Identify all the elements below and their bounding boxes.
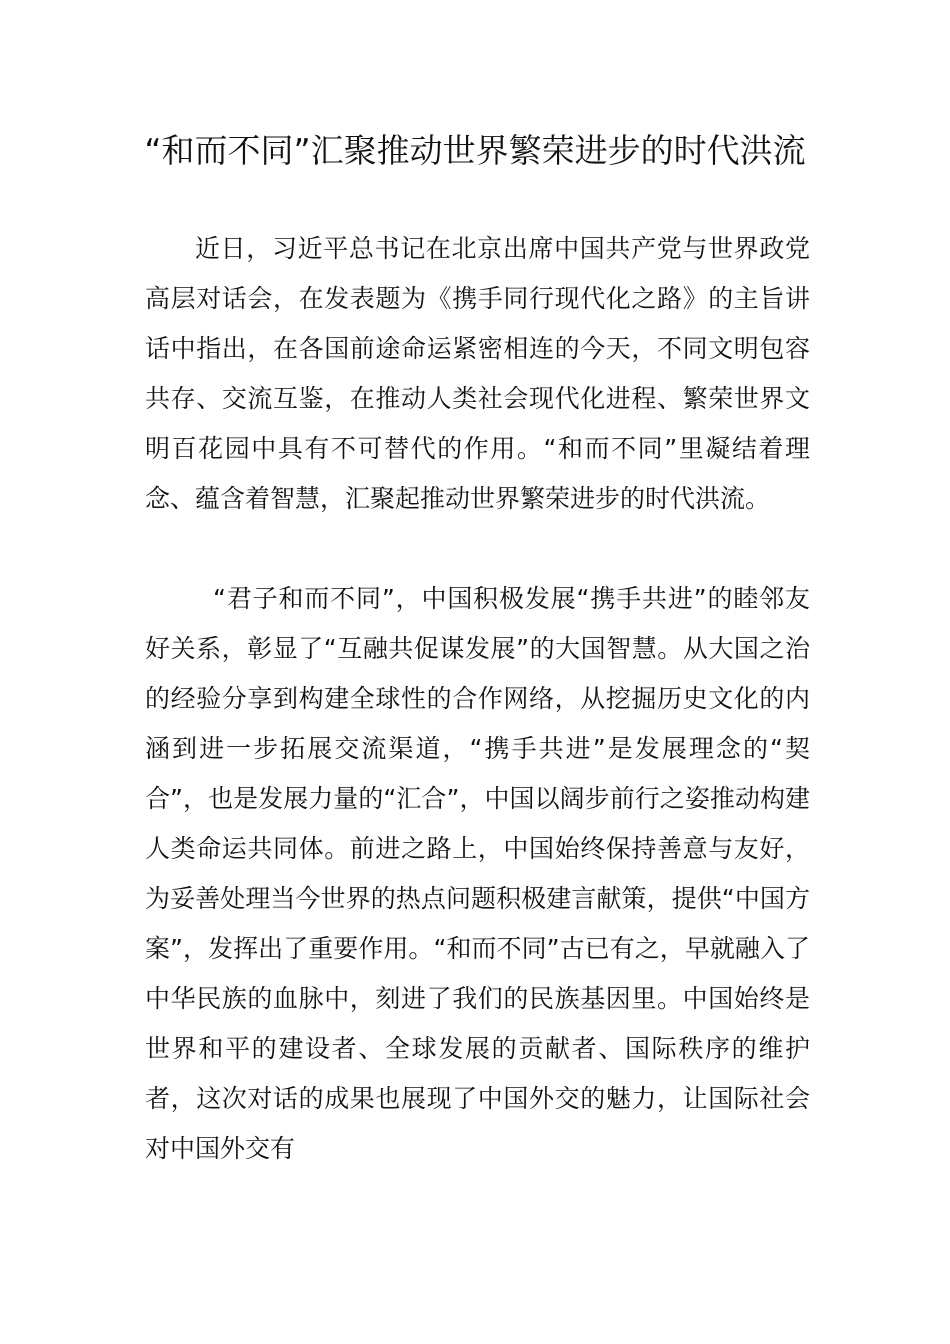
page-title: “和而不同”汇聚推动世界繁荣进步的时代洪流 — [144, 131, 806, 170]
article-body — [145, 224, 810, 1174]
paragraph-1: 近日，习近平总书记在北京出席中国共产党与世界政党高层对话会，在发表题为《携手同行现代化之路》的主旨讲话中指出，在各国前途命运紧密相连的今天，不同文明包容共存、交流互鉴，在推动人类社会现代化进程、繁荣世界文明百花园中具有不可替代的作用。“和而不同”里凝结着理念、蕴含着智慧，汇聚起推动世界繁荣进步的时代洪流。 — [145, 234, 810, 513]
paragraph-2: “君子和而不同”，中国积极发展“携手共进”的睦邻友好关系，彰显了“互融共促谋发展”的大国智慧。从大国之治的经验分享到构建全球性的合作网络，从挖掘历史文化的内涵到进一步拓展交流渠道，“携手共进”是发展理念的“契合”，也是发展力量的“汇合”，中国以阔步前行之姿推动构建人类命运共同体。前进之路上，中国始终保持善意与友好，为妥善处理当今世界的热点问题积极建言献策，提供“中国方案”，发挥出了重要作用。“和而不同”古已有之，早就融入了中华民族的血脉中，刻进了我们的民族基因里。中国始终是世界和平的建设者、全球发展的贡献者、国际秩序的维护者，这次对话的成果也展现了中国外交的魅力，让国际社会对中国外交有 — [145, 584, 810, 1163]
